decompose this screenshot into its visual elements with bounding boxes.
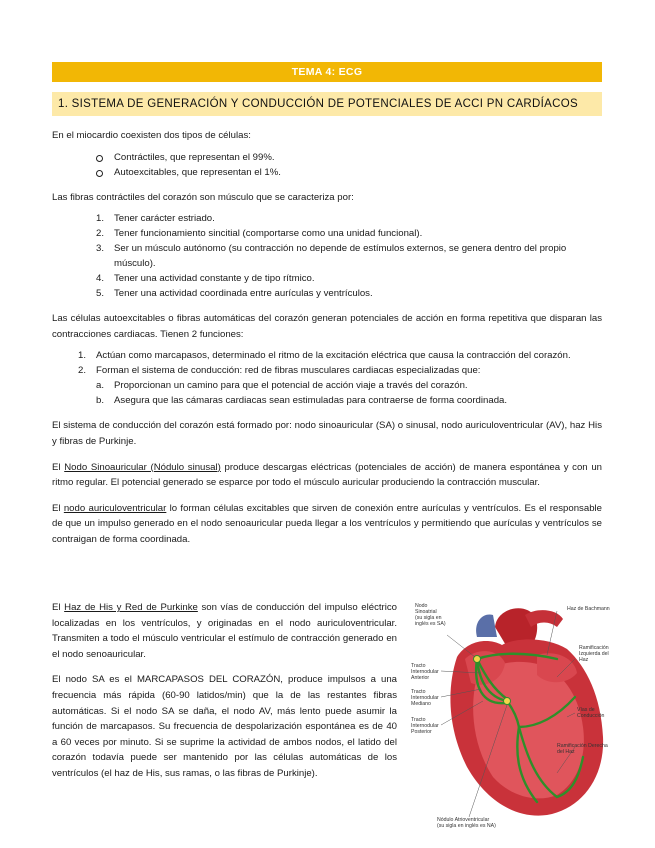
paragraph-intro: En el miocardio coexisten dos tipos de células: xyxy=(52,130,251,141)
list-item: 3. Ser un músculo autónomo (su contracción no depende de estímulos externos, se genera dentro del propio músculo). xyxy=(96,243,567,270)
text-column xyxy=(52,600,397,782)
paragraph-av-node: El nodo auriculoventricular lo forman células excitables que sirven de conexión entre aurículas y ventrículos. Es el responsable de que un impulso generado en el nodo senoauricular pueda llegar a los ventrículos y permitiendo que aurículas y ventrículos se contraigan de forma coordinada. xyxy=(52,502,602,545)
list-item: 2. Forman el sistema de conducción: red de fibras musculares cardiacas especializadas que: xyxy=(78,365,481,377)
sub-functions-list xyxy=(52,378,602,408)
list-item: Contráctiles, que representan el 99%. xyxy=(52,150,602,165)
bullet-icon xyxy=(96,155,103,162)
paragraph-pacemaker: El nodo SA es el MARCAPASOS DEL CORAZÓN, produce impulsos a una frecuencia más rápida (60-90 latidos/min) que la de las restantes fibras automáticas. Si el nodo SA se daña, el nodo AV, más lento puede asumir la función de marcapasos. Su frecuencia de despolarización espontánea es de 40 a 60 veces por minuto. Si se suprime la actividad de ambos nodos, el latido del corazón todavía puede ser mantenido por las células automáticas de los ventrículos (el haz de His, sus ramas, o las fibras de Purkinje). xyxy=(52,674,397,779)
features-list xyxy=(52,211,602,301)
label-right-branch: Ramificación Derecha del Haz xyxy=(557,743,608,755)
list-item: a. Proporcionan un camino para que el potencial de acción viaje a través del corazón. xyxy=(96,380,468,392)
document-page xyxy=(52,62,610,829)
section-title: 1. SISTEMA DE GENERACIÓN Y CONDUCCIÓN DE POTENCIALES DE ACCI PN CARDÍACOS xyxy=(52,92,602,116)
av-node-icon xyxy=(504,698,511,705)
label-posterior-tract: Tracto Internodular Posterior xyxy=(411,717,439,735)
topic-banner: TEMA 4: ECG xyxy=(52,62,602,82)
label-left-branch: Ramificación Izquierda del Haz xyxy=(579,645,609,663)
his-purkinje-term: Haz de His y Red de Purkinke xyxy=(64,602,198,613)
label-bachmann: Haz de Bachmann xyxy=(567,606,610,612)
paragraph-autoexcitable: Las células autoexcitables o fibras automáticas del corazón generan potenciales de acción en forma repetitiva que disparan las contracciones cardiacas. Tienen 2 funciones: xyxy=(52,313,602,340)
paragraph-his-purkinje: El Haz de His y Red de Purkinke son vías de conducción del impulso eléctrico localizadas en los ventrículos, y originadas en el nodo auriculoventricular. Transmiten a todo el músculo ventricular el estímulo de contracción generado en el nodo senoauricular. xyxy=(52,602,398,660)
label-av-node: Nódulo Atrioventricular (su sigla en inglés es NA) xyxy=(437,817,496,829)
list-item: b. Asegura que las cámaras cardiacas sean estimuladas para contraerse de forma coordinada. xyxy=(96,395,508,407)
list-item: 2. Tener funcionamiento sincitial (comportarse como una unidad funcional). xyxy=(96,228,423,240)
list-item: 1. Actúan como marcapasos, determinado el ritmo de la excitación eléctrica que causa la contracción del corazón. xyxy=(78,350,571,362)
label-middle-tract: Tracto Internodular Mediano xyxy=(411,689,439,707)
cell-types-list xyxy=(52,150,602,180)
bullet-icon xyxy=(96,170,103,177)
list-item: Autoexcitables, que representan el 1%. xyxy=(52,165,602,180)
paragraph-sa-node: El Nodo Sinoauricular (Nódulo sinusal) produce descargas eléctricas (potenciales de acción) de manera espontánea y con un ritmo regular. El potencial generado se esparce por todo el músculo auricular produciendo la contracción muscular. xyxy=(52,461,602,489)
label-sa-node: Nodo Sinoatrial (su sigla en inglés es SA) xyxy=(415,603,446,627)
label-conduction-paths: Vías de Conducción xyxy=(577,707,605,719)
list-item: 4. Tener una actividad constante y de tipo rítmico. xyxy=(96,273,315,285)
av-node-term: nodo auriculoventricular xyxy=(63,502,167,514)
paragraph-fibers: Las fibras contráctiles del corazón son músculo que se caracteriza por: xyxy=(52,191,354,203)
sa-node-term: Nodo Sinoauricular (Nódulo sinusal) xyxy=(64,461,221,473)
functions-list xyxy=(52,348,602,378)
paragraph-conduction-system: El sistema de conducción del corazón está formado por: nodo sinoauricular (SA) o sinusal, nodo auriculoventricular (AV), haz His y fibras de Purkinje. xyxy=(52,420,602,447)
list-item: 1. Tener carácter estriado. xyxy=(96,213,215,225)
heart-conduction-diagram xyxy=(407,597,617,837)
vessel-shape xyxy=(525,610,563,627)
list-item: 5. Tener una actividad coordinada entre aurículas y ventrículos. xyxy=(96,288,373,300)
label-anterior-tract: Tracto Internodular Anterior xyxy=(411,663,439,681)
vessel-shape xyxy=(476,614,497,637)
